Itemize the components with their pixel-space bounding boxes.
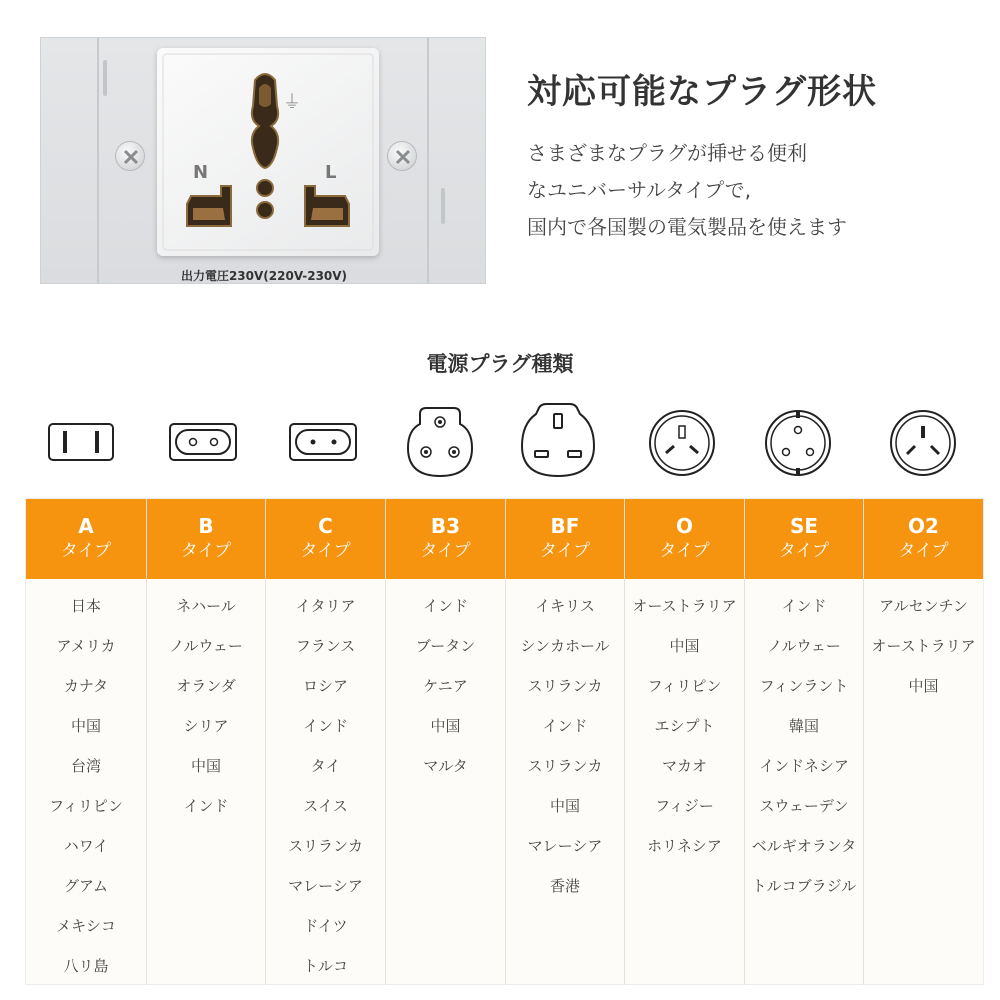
country-item: マカオ: [661, 757, 707, 775]
plug-type-code: B3: [430, 514, 461, 538]
plug-type-se-icon: [762, 400, 834, 482]
country-item: 中国: [70, 717, 101, 735]
country-item: オランダ: [176, 677, 236, 695]
plug-type-o2-icon: [887, 400, 959, 482]
description-line: さまざまなプラグが挿せる便利: [527, 141, 807, 165]
country-item: マルタ: [423, 757, 468, 775]
country-item: 中国: [190, 757, 221, 775]
plug-type-a-icon: [47, 400, 117, 482]
plug-type-header: [864, 499, 983, 579]
country-item: 日本: [70, 597, 101, 615]
plug-type-header: [147, 499, 265, 579]
country-item: 中国: [908, 677, 939, 695]
description: [527, 138, 847, 249]
plug-type-header: [745, 499, 863, 579]
plug-type-code: C: [318, 514, 333, 538]
plug-type-kind-label: タイプ: [60, 541, 112, 561]
wall-slot: [103, 60, 107, 96]
country-item: ドイツ: [303, 917, 348, 935]
country-item: アルセンチン: [879, 597, 968, 615]
country-item: オーストラリア: [871, 637, 976, 655]
country-item: フランス: [295, 637, 356, 655]
country-item: マレーシア: [288, 877, 363, 895]
country-item: 中国: [549, 797, 580, 815]
plug-type-c-icon: [288, 400, 360, 482]
plug-type-column: [505, 499, 624, 985]
country-list: [506, 579, 624, 911]
country-item: スイス: [303, 797, 348, 815]
plug-type-header: [26, 499, 146, 579]
country-item: アメリカ: [56, 637, 116, 655]
plug-type-column: [265, 499, 385, 985]
country-list: [625, 579, 744, 871]
plug-type-header: [386, 499, 505, 579]
country-item: イキリス: [535, 597, 595, 615]
wall-rail: [427, 38, 429, 283]
description-line: なユニバーサルタイプで,: [527, 178, 752, 202]
plug-type-code: A: [78, 514, 94, 538]
plug-type-column: [624, 499, 744, 985]
country-item: トルコブラジル: [751, 877, 857, 895]
country-item: 韓国: [788, 717, 819, 735]
neutral-mark: N: [193, 162, 209, 183]
country-item: イタリア: [295, 597, 356, 615]
plug-type-o-icon: [646, 400, 718, 482]
wall-rail: [97, 38, 99, 283]
earth-mark: ⏚: [283, 92, 301, 113]
country-item: ケニア: [423, 677, 468, 695]
plug-type-kind-label: タイプ: [539, 541, 591, 561]
country-list: [266, 579, 385, 991]
country-item: 中国: [669, 637, 700, 655]
plug-type-code: O2: [908, 514, 939, 538]
plug-type-kind-label: タイプ: [659, 541, 710, 561]
country-item: フィンラント: [759, 677, 849, 695]
country-item: メキシコ: [56, 917, 116, 935]
country-item: ブータン: [415, 637, 476, 655]
plug-type-header: [506, 499, 624, 579]
country-item: トルコ: [302, 957, 348, 975]
screw-icon: [387, 141, 417, 171]
country-item: インドネシア: [759, 757, 849, 775]
country-item: 台湾: [70, 757, 101, 775]
country-item: インド: [422, 597, 468, 615]
plug-type-column: [863, 499, 983, 985]
country-item: スウェーデン: [759, 797, 849, 815]
country-item: スリランカ: [527, 677, 603, 695]
plug-type-header: [625, 499, 744, 579]
outlet-face-plate: [157, 48, 379, 256]
plug-type-header: [266, 499, 385, 579]
country-item: フィリピン: [49, 797, 123, 815]
country-list: [386, 579, 505, 791]
plug-type-kind-label: タイプ: [300, 541, 351, 561]
country-item: ロシア: [302, 677, 348, 695]
country-item: シンカホール: [520, 637, 610, 655]
plug-type-kind-label: タイプ: [420, 541, 471, 561]
plug-type-kind-label: タイプ: [778, 541, 830, 561]
plug-type-column: [146, 499, 265, 985]
country-item: インド: [302, 717, 348, 735]
universal-outlet-photo: [40, 37, 486, 284]
country-list: [864, 579, 983, 711]
screw-icon: [115, 141, 145, 171]
plug-type-b3-icon: [404, 400, 476, 482]
plug-type-code: SE: [789, 514, 819, 538]
country-item: カナタ: [63, 677, 109, 695]
country-item: インド: [542, 717, 588, 735]
country-item: フィジー: [655, 797, 714, 815]
country-list: [745, 579, 863, 911]
country-item: エシプト: [654, 717, 715, 735]
plug-type-b-icon: [168, 400, 240, 482]
section-title: 電源プラグ種類: [426, 352, 574, 376]
country-item: フィリピン: [647, 677, 722, 695]
plug-type-column: [744, 499, 863, 985]
plug-type-kind-label: タイプ: [898, 541, 949, 561]
country-item: シリア: [183, 717, 229, 735]
country-item: スリランカ: [287, 837, 363, 855]
country-item: ノルウェー: [169, 637, 243, 655]
plug-type-code: BF: [550, 514, 580, 538]
country-list: [147, 579, 265, 831]
country-item: タイ: [310, 757, 341, 775]
country-item: インド: [781, 597, 827, 615]
plug-type-table: [25, 498, 984, 985]
country-item: ハワイ: [63, 837, 109, 855]
country-item: 香港: [549, 877, 580, 895]
country-item: グアム: [64, 877, 108, 895]
description-line: 国内で各国製の電気製品を使えます: [527, 215, 847, 239]
plug-type-column: [26, 499, 146, 985]
country-list: [26, 579, 146, 991]
plug-type-bf-icon: [518, 400, 598, 482]
wall-slot: [441, 188, 445, 224]
country-item: 八リ島: [63, 957, 109, 975]
plug-type-code: O: [675, 514, 693, 538]
plug-type-column: [385, 499, 505, 985]
plug-type-code: B: [198, 514, 214, 538]
country-item: ネハール: [176, 597, 236, 615]
country-item: 中国: [430, 717, 461, 735]
country-item: オーストラリア: [632, 597, 737, 615]
country-item: ベルギオランタ: [751, 837, 857, 855]
country-item: マレーシア: [527, 837, 603, 855]
country-item: スリランカ: [527, 757, 603, 775]
headline: 対応可能なプラグ形状: [527, 72, 877, 112]
country-item: ノルウェー: [767, 637, 841, 655]
country-item: インド: [183, 797, 229, 815]
live-mark: L: [325, 162, 337, 183]
country-item: ホリネシア: [647, 837, 722, 855]
plug-type-kind-label: タイプ: [180, 541, 232, 561]
output-voltage-caption: 出力電圧230V(220V-230V): [180, 269, 348, 283]
